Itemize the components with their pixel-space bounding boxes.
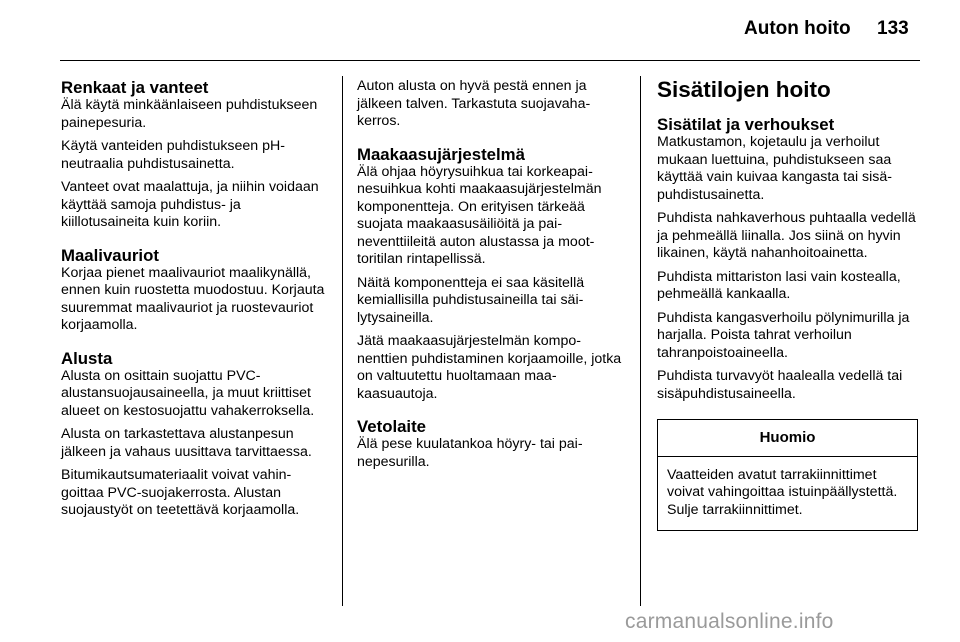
- section-heading: Maakaasujärjestelmä: [357, 144, 525, 164]
- section-underbody: [61, 349, 329, 520]
- notice-box: [657, 419, 918, 531]
- column-3: [657, 78, 925, 531]
- paragraph: Matkustamon, kojetaulu ja verhoilut mukaan luettuina, puhdistukseen saa käyttää vain kuivaa kangasta tai sisäpuhdistusainetta.: [657, 134, 893, 203]
- section-heading: Vetolaite: [357, 417, 427, 436]
- section-underbody-continued: [357, 78, 625, 131]
- paragraph: Alusta on tarkastettava alustanpesun jälkeen ja vahaus uusittava tarvittaessa.: [61, 426, 312, 460]
- paragraph: Korjaa pienet maalivauriot maalikynällä, ennen kuin ruostetta muodostuu. Korjauta suuremmat maalivauriot ja ruostevauriot korjaamolla.: [61, 264, 325, 333]
- notice-body: Vaatteiden avatut tarrakiinnittimet voivat vahingoittaa istuinpäällystettä. Sulje tarrakiinnittimet.: [667, 466, 898, 518]
- section-interior-upholstery: [657, 115, 925, 403]
- section-tyres-wheels: [61, 78, 329, 232]
- paragraph: Älä ohjaa höyrysuihkua tai korkeapainesuihkua kohti maakaasujärjestelmän komponentteja. On erityisen tärkeää suojata maakaasusäiliöitä ja paineventtiileitä auton alustassa ja moottoritilan rintapellissä.: [357, 163, 602, 267]
- header-divider: [60, 60, 920, 61]
- section-heading: Alusta: [61, 348, 113, 368]
- paragraph: Älä käytä minkäänlaiseen puhdistukseen painepesuria.: [61, 97, 318, 131]
- section-towing-device: [357, 417, 625, 471]
- column-divider-1: [342, 76, 343, 606]
- watermark: carmanualsonline.info: [625, 610, 834, 633]
- section-heading: Maalivauriot: [61, 245, 159, 265]
- section-heading: Renkaat ja vanteet: [61, 78, 209, 97]
- notice-title: Huomio: [658, 420, 917, 457]
- paragraph: Älä pese kuulatankoa höyry- tai painepesurilla.: [357, 436, 583, 470]
- page-header-title: Auton hoito: [744, 18, 851, 39]
- column-divider-2: [640, 76, 641, 606]
- paragraph: Auton alusta on hyvä pestä ennen ja jälkeen talven. Tarkastuta suojavahakerros.: [357, 78, 591, 129]
- section-paint-damage: [61, 246, 329, 335]
- paragraph: Puhdista turvavyöt haalealla vedellä tai sisäpuhdistusaineella.: [657, 368, 903, 402]
- chapter-title: Sisätilojen hoito: [657, 77, 831, 102]
- paragraph: Bitumikautsumateriaalit voivat vahingoittaa PVC-suojakerrosta. Alustan suojaustyöt on teetettävä korjaamolla.: [61, 467, 300, 518]
- section-heading: Sisätilat ja verhoukset: [657, 115, 835, 134]
- column-2: [357, 78, 625, 485]
- paragraph: Jätä maakaasujärjestelmän komponenttien puhdistaminen korjaamoille, jotka on valtuutettu huoltamaan maakaasuautoja.: [357, 333, 622, 402]
- paragraph: Vanteet ovat maalattuja, ja niihin voidaan käyttää samoja puhdistus- ja kiillotusaineita kuin koriin.: [61, 179, 319, 230]
- paragraph: Puhdista mittariston lasi vain kostealla, pehmeällä kankaalla.: [657, 268, 901, 302]
- page-number: 133: [877, 18, 909, 39]
- section-natural-gas-system: [357, 145, 625, 404]
- paragraph: Puhdista kangasverhoilu pölynimurilla ja harjalla. Poista tahrat verhoilun tahranpoistoaineella.: [657, 309, 910, 361]
- paragraph: Näitä komponentteja ei saa käsitellä kemiallisilla puhdistusaineilla tai säilytysaineilla.: [357, 274, 585, 326]
- paragraph: Puhdista nahkaverhous puhtaalla vedellä ja pehmeällä liinalla. Jos siinä on hyvin likainen, käytä nahanhoitoainetta.: [657, 210, 916, 261]
- column-1: [61, 78, 329, 534]
- paragraph: Käytä vanteiden puhdistukseen pH-neutraalia puhdistusainetta.: [61, 138, 285, 172]
- paragraph: Alusta on osittain suojattu PVC-alustansuojausaineella, ja muut kriittiset alueet on kestosuojattu vahakerroksella.: [61, 367, 315, 419]
